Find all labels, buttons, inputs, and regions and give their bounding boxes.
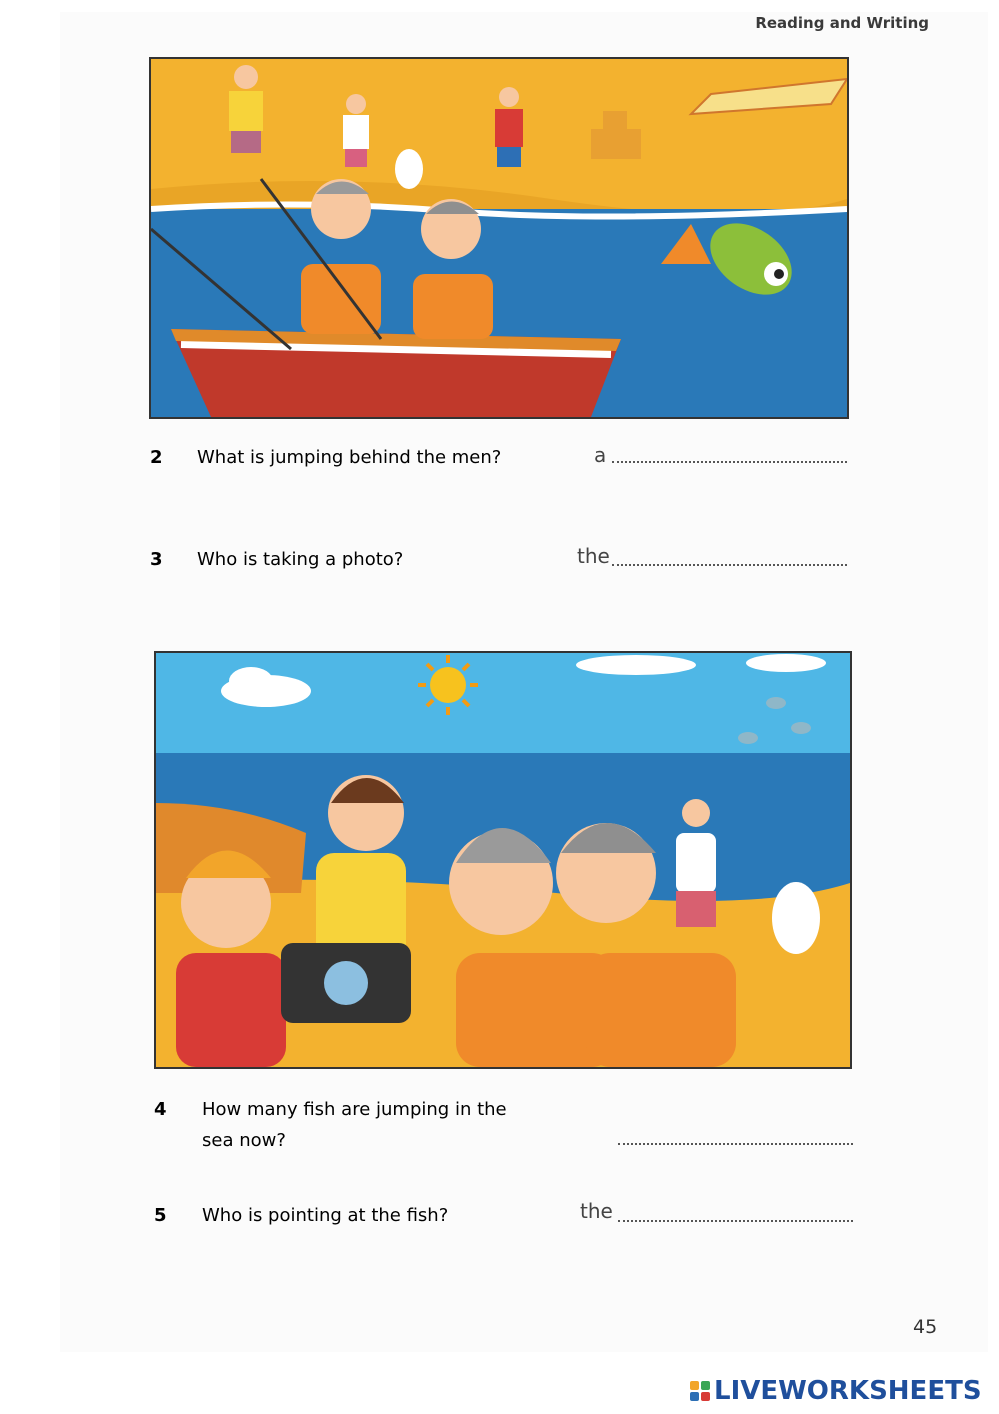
- answer-prefix: a: [594, 443, 607, 467]
- section-header: Reading and Writing: [755, 14, 929, 32]
- question-number: 3: [150, 549, 163, 570]
- question-text-line1: How many fish are jumping in the: [202, 1099, 507, 1120]
- question-text-line2: sea now?: [202, 1130, 286, 1151]
- answer-blank[interactable]: [618, 1139, 853, 1145]
- answer-prefix: the: [577, 544, 610, 568]
- liveworksheets-brand[interactable]: [690, 1376, 982, 1406]
- page-number: 45: [913, 1316, 938, 1338]
- brand-text: LIVEWORKSHEETS: [714, 1376, 982, 1406]
- answer-blank[interactable]: [612, 560, 847, 566]
- question-number: 4: [154, 1099, 167, 1120]
- answer-blank[interactable]: [618, 1216, 853, 1222]
- answer-prefix: the: [580, 1199, 613, 1223]
- liveworksheets-logo-icon: [690, 1381, 710, 1401]
- question-text: Who is pointing at the fish?: [202, 1205, 449, 1226]
- question-text: Who is taking a photo?: [197, 549, 404, 570]
- question-number: 2: [150, 447, 163, 468]
- question-text: What is jumping behind the men?: [197, 447, 502, 468]
- illustration-fishing-boat: [149, 57, 849, 419]
- answer-blank[interactable]: [612, 457, 847, 463]
- illustration-beach-photo: [154, 651, 852, 1069]
- question-number: 5: [154, 1205, 167, 1226]
